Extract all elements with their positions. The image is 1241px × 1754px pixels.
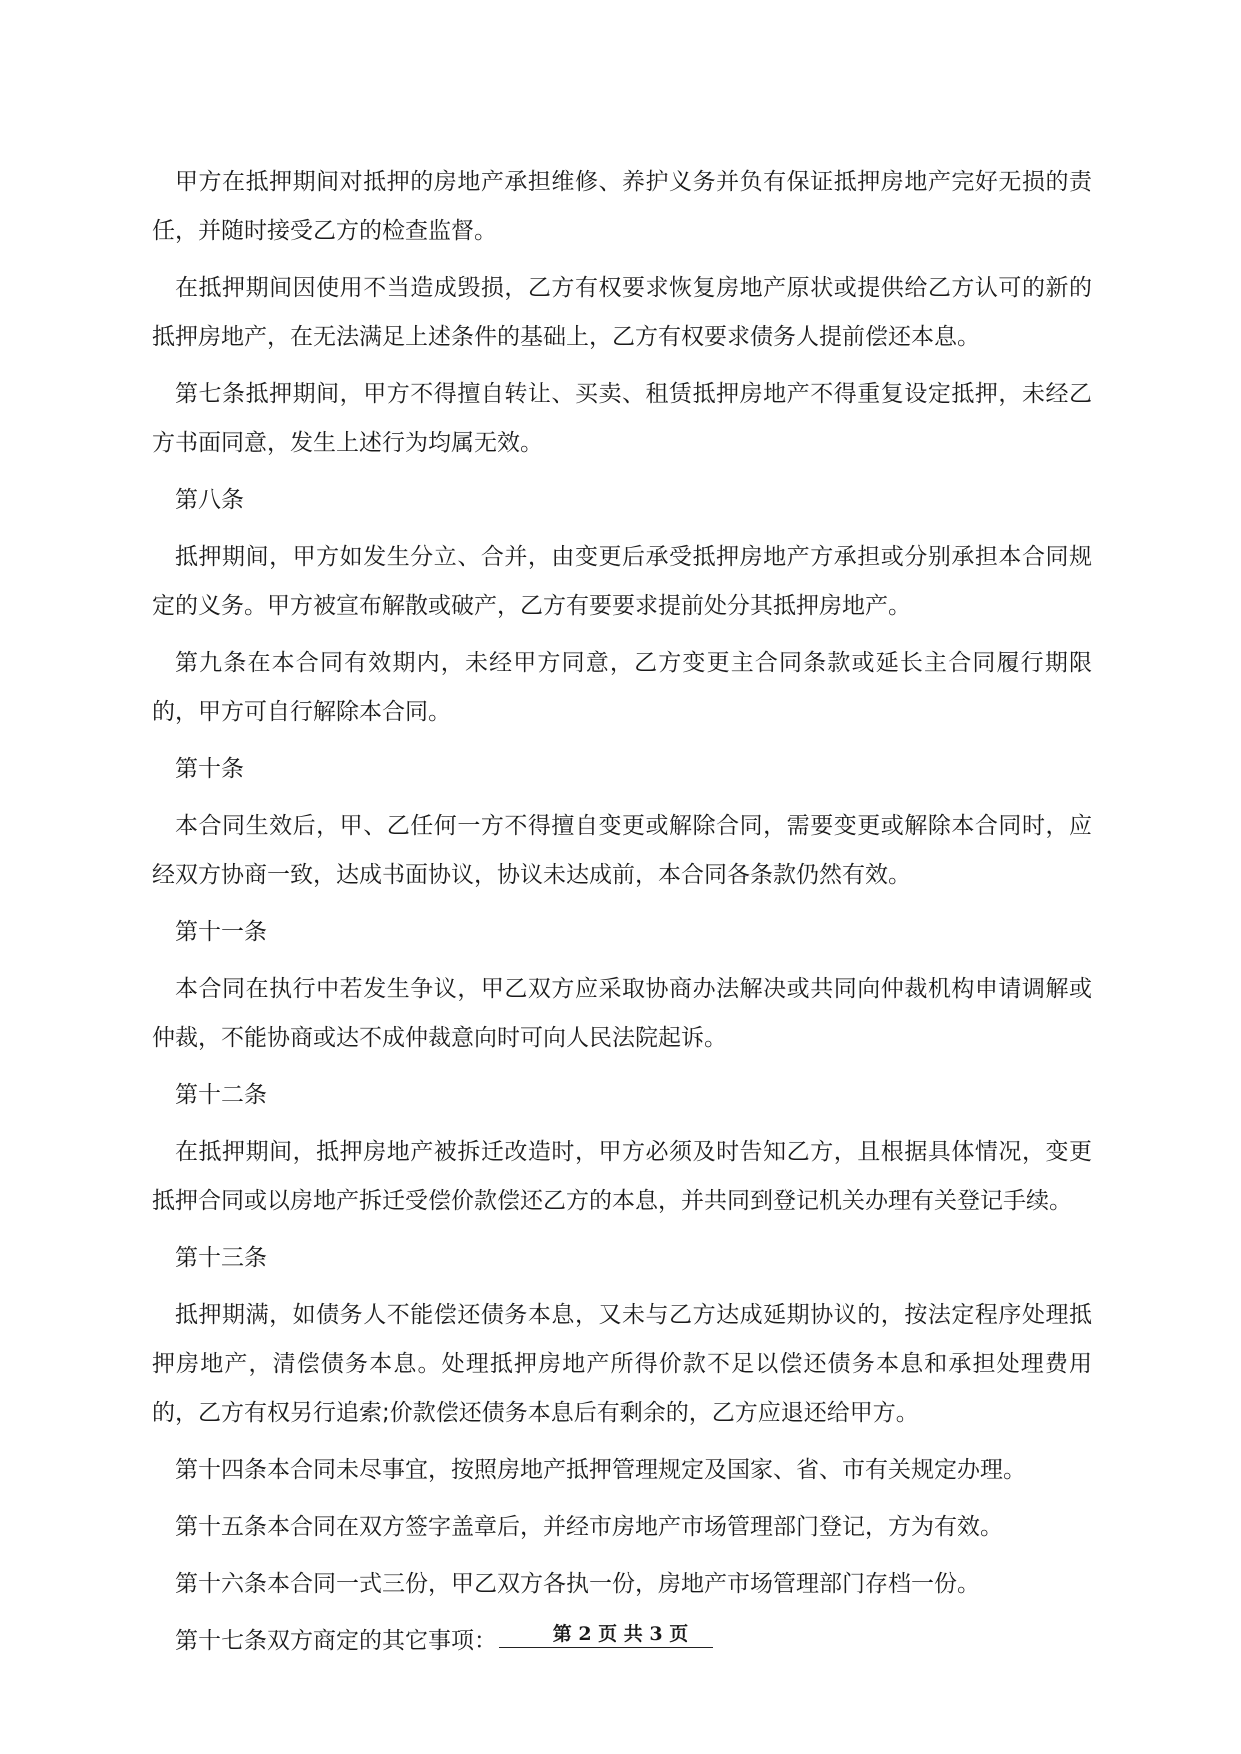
paragraph-damage-remedy: 在抵押期间因使用不当造成毁损，乙方有权要求恢复房地产原状或提供给乙方认可的新的抵押房地产，在无法满足上述条件的基础上，乙方有权要求债务人提前偿还本息。 [152,275,1092,350]
article-16: 第十六条本合同一式三份，甲乙双方各执一份，房地产市场管理部门存档一份。 [175,1571,980,1597]
page-number-footer: 第 2 页 共 3 页 [552,1623,689,1645]
article-13-heading: 第十三条 [175,1245,267,1271]
article-12-heading: 第十二条 [175,1082,267,1108]
article-10-body: 本合同生效后，甲、乙任何一方不得擅自变更或解除合同，需要变更或解除本合同时，应经双方协商一致，达成书面协议，协议未达成前，本合同各条款仍然有效。 [152,813,1092,888]
article-15: 第十五条本合同在双方签字盖章后，并经市房地产市场管理部门登记，方为有效。 [175,1514,1003,1540]
article-13-body: 抵押期满，如债务人不能偿还债务本息，又未与乙方达成延期协议的，按法定程序处理抵押房地产，清偿债务本息。处理抵押房地产所得价款不足以偿还债务本息和承担处理费用的，乙方有权另行追索;价款偿还债务本息后有剩余的，乙方应退还给甲方。 [152,1302,1092,1426]
article-8-heading: 第八条 [175,487,244,513]
paragraph-maintenance-duty: 甲方在抵押期间对抵押的房地产承担维修、养护义务并负有保证抵押房地产完好无损的责任，并随时接受乙方的检查监督。 [152,169,1092,244]
article-17-label: 第十七条双方商定的其它事项： [175,1628,497,1654]
article-10-heading: 第十条 [175,756,244,782]
article-8-body: 抵押期间，甲方如发生分立、合并，由变更后承受抵押房地产方承担或分别承担本合同规定的义务。甲方被宣布解散或破产，乙方有要要求提前处分其抵押房地产。 [152,544,1092,619]
article-14: 第十四条本合同未尽事宜，按照房地产抵押管理规定及国家、省、市有关规定办理。 [175,1457,1026,1483]
article-11-body: 本合同在执行中若发生争议，甲乙双方应采取协商办法解决或共同向仲裁机构申请调解或仲裁，不能协商或达不成仲裁意向时可向人民法院起诉。 [152,976,1092,1051]
article-9: 第九条在本合同有效期内，未经甲方同意，乙方变更主合同条款或延长主合同履行期限的，甲方可自行解除本合同。 [152,650,1092,725]
article-11-heading: 第十一条 [175,919,267,945]
document-body [152,158,1092,1674]
article-7: 第七条抵押期间，甲方不得擅自转让、买卖、租赁抵押房地产不得重复设定抵押，未经乙方书面同意，发生上述行为均属无效。 [152,381,1092,456]
article-12-body: 在抵押期间，抵押房地产被拆迁改造时，甲方必须及时告知乙方，且根据具体情况，变更抵押合同或以房地产拆迁受偿价款偿还乙方的本息，并共同到登记机关办理有关登记手续。 [152,1139,1092,1214]
